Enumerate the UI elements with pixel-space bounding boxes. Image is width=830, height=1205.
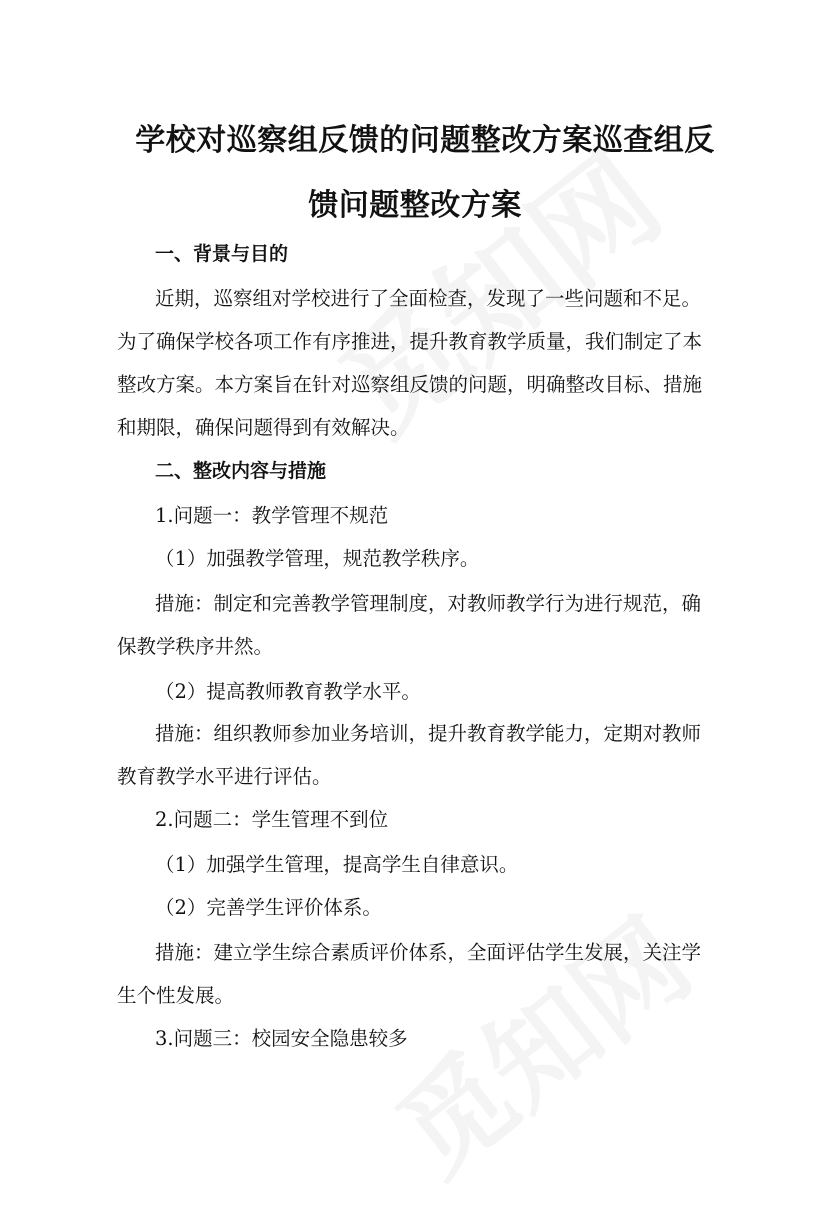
document-title-line-1: 学校对巡察组反馈的问题整改方案巡查组反 bbox=[135, 123, 715, 158]
list-item: （2）提高教师教育教学水平。 bbox=[155, 680, 421, 703]
measure-line: 措施：组织教师参加业务培训，提升教育教学能力，定期对教师 bbox=[155, 722, 702, 745]
measure-line: 措施：制定和完善教学管理制度，对教师教学行为进行规范，确 bbox=[155, 592, 702, 615]
paragraph-line: 整改方案。本方案旨在针对巡察组反馈的问题，明确整改目标、措施 bbox=[117, 373, 703, 396]
problem-title: 1.问题一：教学管理不规范 bbox=[155, 504, 389, 527]
document-title-line-2: 馈问题整改方案 bbox=[308, 188, 522, 223]
paragraph-line: 和期限，确保问题得到有效解决。 bbox=[117, 416, 410, 439]
problem-title: 3.问题三：校园安全隐患较多 bbox=[155, 1027, 408, 1050]
list-item: （1）加强教学管理，规范教学秩序。 bbox=[155, 547, 480, 570]
list-item: （1）加强学生管理，提高学生自律意识。 bbox=[155, 853, 519, 876]
measure-line: 措施：建立学生综合素质评价体系，全面评估学生发展，关注学 bbox=[155, 941, 702, 964]
section-heading-measures: 二、整改内容与措施 bbox=[155, 460, 327, 482]
section-heading-background: 一、背景与目的 bbox=[155, 243, 289, 265]
problem-title: 2.问题二：学生管理不到位 bbox=[155, 808, 389, 831]
paragraph-line: 近期，巡察组对学校进行了全面检查，发现了一些问题和不足。 bbox=[155, 287, 702, 310]
measure-line: 生个性发展。 bbox=[117, 984, 235, 1007]
measure-line: 保教学秩序井然。 bbox=[117, 635, 274, 658]
list-item: （2）完善学生评价体系。 bbox=[155, 896, 382, 919]
measure-line: 教育教学水平进行评估。 bbox=[117, 765, 332, 788]
paragraph-line: 为了确保学校各项工作有序推进，提升教育教学质量，我们制定了本 bbox=[117, 330, 703, 353]
